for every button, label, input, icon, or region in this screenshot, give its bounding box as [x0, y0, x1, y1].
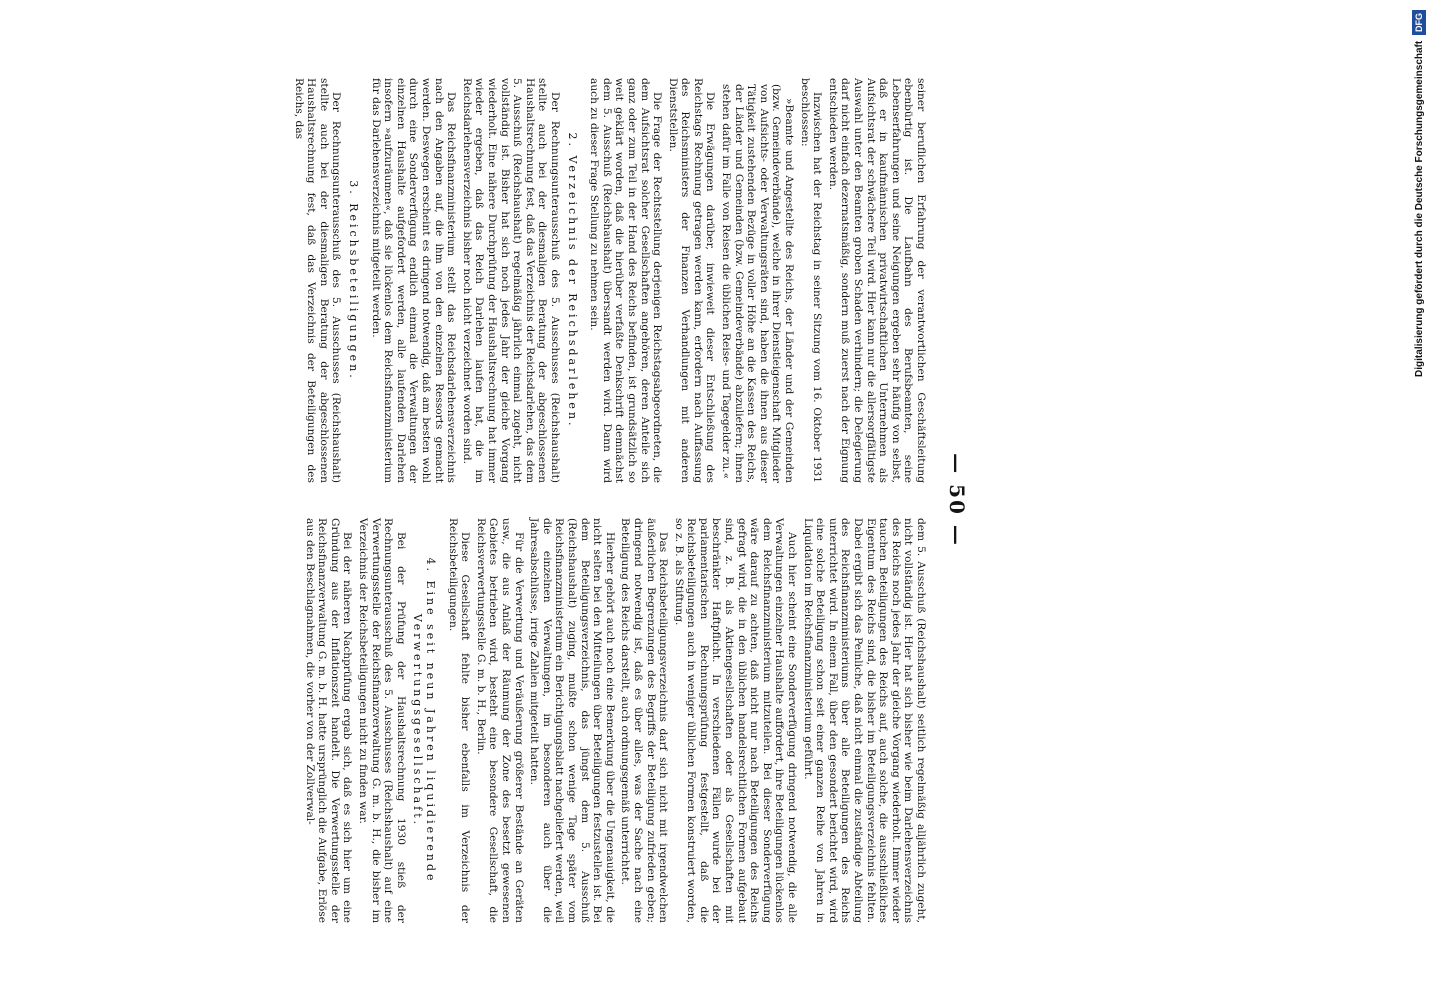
paragraph: Die Erwägungen darüber, inwieweit dieser Entschließung des Reichstags Rechnung getragen werden kann, erfordern nach Auffassung des Reichsministers der Finanzen Verhandlungen mit anderen Dienststellen.	[666, 78, 717, 483]
paragraph: Das Reichsfinanzministerium stellt das Reichsdarlehensverzeichnis nach den Angaben auf, die ihm von den einzelnen Ressorts gemacht werden. Deswegen erscheint es dringend notwendig, daß am besten wohl durch eine Sonderverfügung endlich einmal die Verwaltungen der einzelnen Haushalte aufgefordert werden, alle laufenden Darlehen insofern »aufzuräumen«, daß sie lückenlos dem Reichsfinanzministerium für das Darlehensverzeichnis mitgeteilt werden.	[369, 78, 458, 483]
page-number: — 50 —	[945, 453, 969, 547]
paragraph: Bei der Prüfung der Haushaltsrechnung 1930 stieß der Rechnungsunterausschuß des 5. Ausschusses (Reichshaushalt) auf eine Verwertungsstelle der Reichsfinanzverwaltung G. m. b. H., die bisher im Verzeichnis der Reichsbeteiligungen nicht zu finden war.	[357, 518, 407, 923]
section-heading: 2. Verzeichnis der Reichsdarlehen.	[565, 132, 579, 429]
attribution-text: Digitalisierung gefördert durch die Deutsche Forschungsgemeinschaft	[1414, 40, 1425, 377]
paragraph: Die Frage der Rechtsstellung derjenigen Reichstagsabgeordneten, die dem Aufsichtsrat solcher Gesellschaften angehören, deren Anteile sich ganz oder zum Teil in der Hand des Reichs befinden, ist grundsätzlich so weit geklärt worden, daß die hierüber verfaßte Denkschrift demnächst dem 5. Ausschuß (Reichshaushalt) übersandt werden wird. Dann wird auch zu dieser Frage Stellung zu nehmen sein.	[588, 78, 664, 483]
paragraph: Der Rechnungsunterausschuß des 5. Ausschusses (Reichshaushalt) stellte auch bei der diesmaligen Beratung der abgeschlossenen Haushaltsrechnung fest, daß das Verzeichnis der Beteiligungen des Reichs, das	[292, 78, 343, 483]
paragraph: Hierher gehört auch noch eine Bemerkung über die Ungenauigkeit, die nicht selten bei den Mitteilungen über Beteiligungen festzustellen ist. Bei dem Beteiligungsverzeichnis, das jüngst dem 5. Ausschuß (Reichshaushalt) zuging, mußte schon wenige Tage später vom Reichsfinanzministerium ein Berichtigungsblatt nachgeliefert werden, weil die einzelnen Verwaltungen, im besonderen auch über die Jahresabschlüsse, irrige Zahlen mitgeteilt hatten.	[528, 518, 616, 923]
paragraph: seiner beruflichen Erfahrung der verantwortlichen Geschäftsleitung ebenbürtig ist. Die Laufbahn des Berufsbeamten, seine Lebenserfahrungen und seine Neigungen ergeben sehr häufig von selbst, daß er in kaufmännischen privatwirtschaftlichen Unternehmen als Aufsichtsrat der schwächere Teil wird. Hier kann nur die allersorgfältigste Auswahl unter den Beamten groben Schaden verhindern; die Delegierung darf nicht einfach dezernatsmäßig, sondern muß zuerst nach der Eignung entschieden werden.	[826, 78, 927, 483]
right-column	[303, 518, 927, 923]
paragraph: Auch hier scheint eine Sonderverfügung dringend notwendig, die alle Verwaltungen einzelner Haushalte auffordert, ihre Beteiligungen lückenlos dem Reichsfinanzministerium mitzuteilen. Bei dieser Sonderverfügung wäre darauf zu achten, daß nicht nur nach Beteiligungen des Reichs gefragt wird, die in den üblichen handelsrechtlichen Formen aufgebaut sind, z. B. als Aktiengesellschaften oder als Gesellschaften mit beschränkter Haftpflicht. In verschiedenen Fällen wurde bei der parlamentarischen Rechnungsprüfung festgestellt, daß die Reichsbeteiligungen auch in weniger üblichen Formen konstruiert worden, so z. B. als Stiftung.	[672, 518, 799, 923]
paragraph: Das Reichsbeteiligungsverzeichnis darf sich nicht mit irgendwelchen äußerlichen Begrenzungen des Begriffs der Beteiligung zufrieden geben; dringend notwendig ist, daß es über alles, was der Sache nach eine Beteiligung des Reichs darstellt, auch ordnungsgemäß unterrichtet.	[619, 518, 670, 923]
quoted-resolution: »Beamte und Angestellte des Reichs, der Länder und der Gemeinden (bzw. Gemeindeverbände), welche in ihrer Dienstleigenschaft Mitglieder von Aufsichts- oder Verwaltungsräten sind, haben die ihnen aus dieser Tätigkeit zustehenden Bezüge in voller Höhe an die Kassen des Reichs, der Länder und Gemeinden (bzw. Gemeindeverbände) abzuliefern; ihnen stehen dafür im Falle von Reisen die üblichen Reise- und Tagegelder zu.«	[720, 84, 796, 483]
paragraph: Der Rechnungsunterausschuß des 5. Ausschusses (Reichshaushalt) stellte auch bei der diesmaligen Beratung der abgeschlossenen Haushaltsrechnung fest, daß das Verzeichnis der Reichsdarlehen, das dem 5. Ausschuß (Reichshaushalt) regelmäßig jährlich einmal zugeht, nicht vollständig ist. Bisher hat sich noch jedes Jahr der gleiche Vorgang wiederholt. Eine nähere Durchprüfung der Haushaltsrechnung hat immer wieder ergeben, daß das Reich Darlehen laufen hat, die im Reichsdarlehensverzeichnis bisher noch nicht verzeichnet worden sind.	[460, 78, 561, 483]
attribution-line	[1408, 10, 1432, 990]
section-heading: 3. Reichsbeteiligungen.	[347, 180, 361, 381]
scanned-page	[292, 60, 987, 940]
paragraph: Diese Gesellschaft fehlte bisher ebenfalls im Verzeichnis der Reichsbeteiligungen.	[446, 518, 472, 923]
paragraph: Inzwischen hat der Reichstag in seiner Sitzung vom 16. Oktober 1931 beschlossen:	[798, 78, 824, 483]
paragraph: Bei der näheren Nachprüfung ergab sich, daß es sich hier um eine Gründung aus der Inflationszeit handelt. Die Verwertungsstelle der Reichsfinanzverwaltung G. m. b. H. hatte ursprünglich die Aufgabe, Erlöse aus den Beschlagnahmen, die vorher von der Zollverwal-	[303, 518, 354, 923]
digitization-sidebar	[1406, 0, 1434, 1000]
paragraph: Für die Verwertung und Veräußerung größerer Bestände an Geräten usw., die aus Anlaß der Räumung der Zone des besetzt gewesenen Gebietes betrieben wird, besteht eine besondere Gesellschaft, die Reichsverwertungsstelle G. m. b. H., Berlin.	[474, 518, 525, 923]
dfg-logo: DFG	[1412, 10, 1426, 35]
left-column	[292, 78, 927, 483]
paragraph: dem 5. Ausschuß (Reichshaushalt) seitlich regelmäßig alljährlich zugeht, nicht vollständig ist. Hier hat sich bisher wie beim Darlehensverzeichnis des Reichs noch jedes Jahr der gleiche Vorgang wiederholt. Immer wieder tauchen Beteiligungen des Reichs auf, auch solche, die ausschließliches Eigentum des Reichs sind, die bisher im Beteiligungsverzeichnis fehlten. Dabei ergibt sich das Peinliche, daß nicht einmal die zuständige Abteilung des Reichsfinanzministeriums über alle Beteiligungen des Reichs unterrichtet wird. In einem Fall, über den gesondert berichtet wird, wird eine solche Beteiligung schon seit einer ganzen Reihe von Jahren in Liquidation im Reichsfinanzministerium geführt.	[801, 518, 927, 923]
section-heading: 4. Eine seit neun Jahren liquidierende Verwertungsgesellschaft.	[411, 557, 438, 884]
